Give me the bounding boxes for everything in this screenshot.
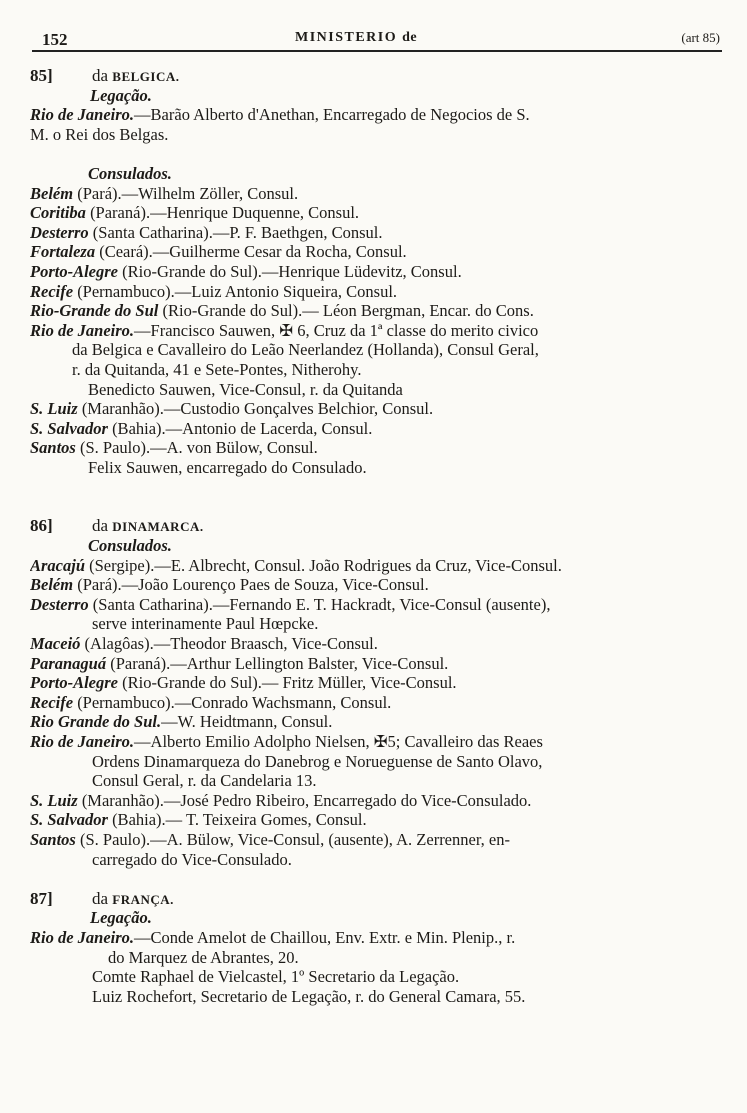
entry-text: Ordens Dinamarqueza do Danebrog e Norueguense de Santo Olavo, [92, 751, 543, 771]
entry-text: (Pará).—Wilhelm Zöller, Consul. [73, 183, 299, 203]
place-name: S. Luiz [30, 790, 78, 810]
section-86-entry-line [30, 810, 710, 830]
section-number: 87] [30, 888, 53, 908]
subsection-spacer [30, 144, 710, 164]
section-85-entry-line [30, 184, 710, 204]
entry-text: Luiz Rochefort, Secretario de Legação, r. do General Camara, 55. [92, 986, 526, 1006]
place-name: Belém [30, 575, 74, 595]
entry-text: (Pernambuco).—Conrado Wachsmann, Consul. [73, 692, 392, 712]
page-number: 152 [42, 30, 68, 49]
place-name: Recife [30, 281, 74, 301]
section-85-heading [30, 66, 710, 86]
place-name: S. Salvador [30, 418, 108, 438]
place-name: S. Luiz [30, 399, 78, 419]
entry-text: —Francisco Sauwen, ✠ 6, Cruz da 1ª classe do merito civico [134, 320, 539, 340]
place-name: Coritiba [30, 203, 86, 223]
entry-text: (Sergipe).—E. Albrecht, Consul. João Rodrigues da Cruz, Vice-Consul. [85, 555, 562, 575]
entry-text: (Bahia).— T. Teixeira Gomes, Consul. [107, 810, 367, 830]
place-name: Porto-Alegre [30, 673, 118, 693]
entry-text: (Alagôas).—Theodor Braasch, Vice-Consul. [80, 634, 378, 654]
section-number: 85] [30, 66, 53, 85]
entry-text: (Paraná).—Henrique Duquenne, Consul. [85, 203, 360, 223]
entry-text: r. da Quitanda, 41 e Sete-Pontes, Nitherohy. [72, 359, 362, 379]
article-reference: (art 85) [681, 30, 720, 45]
entry-text: —Barão Alberto d'Anethan, Encarregado de Negocios de S. [134, 105, 530, 125]
entry-text: —W. Heidtmann, Consul. [161, 712, 333, 732]
entry-text: (Maranhão).—Custodio Gonçalves Belchior, Consul. [77, 399, 434, 419]
section-86-heading [30, 516, 710, 536]
place-name: Aracajú [30, 555, 86, 575]
section-86-entry-line [30, 673, 710, 693]
section-86-entry-line [30, 556, 710, 576]
section-87-entry-line [30, 987, 710, 1007]
place-name: Belém [30, 183, 74, 203]
entry-text: M. o Rei dos Belgas. [30, 124, 169, 144]
place-name: Rio de Janeiro. [30, 320, 135, 340]
place-name: Desterro [30, 222, 89, 242]
section-86-entry-line [30, 732, 710, 752]
place-name: Rio de Janeiro. [30, 732, 135, 751]
section-85-entry-line [30, 321, 710, 341]
place-name: Porto-Alegre [30, 261, 118, 281]
entry-text: (Rio-Grande do Sul).—Henrique Lüdevitz, Consul. [118, 261, 462, 281]
section-86-entry-line [30, 752, 710, 772]
entry-text: —Conde Amelot de Chaillou, Env. Extr. e Min. Plenip., r. [134, 927, 516, 947]
section-85-entry-line [30, 301, 710, 321]
entry-text: (Bahia).—Antonio de Lacerda, Consul. [107, 418, 373, 438]
section-86-entry-line [30, 654, 710, 674]
entry-text: do Marquez de Abrantes, 20. [108, 947, 299, 967]
entry-text: (S. Paulo).—A. Bülow, Vice-Consul, (ausente), A. Zerrenner, en- [75, 829, 510, 849]
place-name: Santos [30, 438, 76, 458]
section-85-entry-line [30, 203, 710, 223]
place-name: Maceió [30, 634, 81, 654]
entry-text: Felix Sauwen, encarregado do Consulado. [88, 457, 367, 477]
section-85-entry-line [30, 399, 710, 419]
section-86-entry-line [30, 614, 710, 634]
country-name: FRANÇA. [112, 891, 174, 907]
legacao-heading: Legação. [90, 85, 152, 105]
entry-text: (Pará).—João Lourenço Paes de Souza, Vice-Consul. [73, 575, 429, 595]
section-86-entry-line [30, 575, 710, 595]
place-name: Paranaguá [30, 653, 107, 673]
section-86-entry-line [30, 712, 710, 732]
section-85-entry-line [30, 380, 710, 400]
place-name: Rio de Janeiro. [30, 927, 135, 947]
section-prefix: da [92, 66, 109, 85]
section-85-entry-line [30, 223, 710, 243]
country-name: BELGICA. [112, 69, 180, 84]
section-86-entry-line [30, 771, 710, 791]
section-85-entry-line [30, 360, 710, 380]
section-85-entry-line [30, 438, 710, 458]
section-spacer [30, 477, 710, 516]
section-85-entry-line [30, 242, 710, 262]
section-85-entry-line [30, 105, 710, 125]
section-85-entry-line [30, 125, 710, 145]
section-spacer [30, 869, 710, 889]
section-85-entry-line [30, 340, 710, 360]
place-name: Rio-Grande do Sul [30, 301, 159, 321]
entry-text: —Alberto Emilio Adolpho Nielsen, ✠5; Cavalleiro das Reaes [134, 732, 543, 751]
section-86-entry-line [30, 830, 710, 850]
entry-text: (Maranhão).—José Pedro Ribeiro, Encarregado do Vice-Consulado. [77, 790, 532, 810]
entry-text: (Santa Catharina).—Fernando E. T. Hackradt, Vice-Consul (ausente), [88, 594, 551, 614]
consulados-heading: Consulados. [88, 536, 172, 556]
entry-text: (S. Paulo).—A. von Bülow, Consul. [75, 438, 318, 458]
entry-text: Benedicto Sauwen, Vice-Consul, r. da Quitanda [88, 379, 403, 399]
section-86-entry-line [30, 850, 710, 870]
entry-text: Consul Geral, r. da Candelaria 13. [92, 771, 317, 791]
section-87-entry-line [30, 967, 710, 987]
section-86-entry-line [30, 791, 710, 811]
entry-text: carregado do Vice-Consulado. [92, 849, 292, 869]
entry-text: (Rio-Grande do Sul).— Léon Bergman, Encar. do Cons. [158, 301, 534, 321]
entry-text: (Ceará).—Guilherme Cesar da Rocha, Consul. [95, 242, 407, 262]
place-name: Desterro [30, 594, 89, 614]
section-87-entry-line [30, 928, 710, 948]
running-title [295, 30, 417, 46]
running-title-suffix: de [402, 30, 418, 45]
section-85-entry-line [30, 262, 710, 282]
entry-text: (Rio-Grande do Sul).— Fritz Müller, Vice-Consul. [118, 673, 457, 693]
entry-text: da Belgica e Cavalleiro do Leão Neerlandez (Hollanda), Consul Geral, [72, 340, 539, 360]
place-name: Rio de Janeiro. [30, 105, 135, 125]
country-name: DINAMARCA. [112, 519, 204, 535]
section-86-entry-line [30, 693, 710, 713]
place-name: Rio Grande do Sul. [30, 712, 162, 732]
section-prefix: da [92, 888, 109, 908]
section-number: 86] [30, 516, 53, 536]
section-87-heading [30, 889, 710, 909]
section-85-entry-line [30, 282, 710, 302]
place-name: Recife [30, 692, 74, 712]
entry-text: serve interinamente Paul Hœpcke. [92, 614, 319, 634]
entry-text: (Pernambuco).—Luiz Antonio Siqueira, Consul. [73, 281, 398, 301]
page-header [32, 28, 722, 52]
legacao-heading: Legação. [90, 908, 152, 928]
section-86-entry-line [30, 634, 710, 654]
section-87-entry-line [30, 948, 710, 968]
consulados-heading: Consulados. [88, 163, 172, 183]
section-85-entry-line [30, 458, 710, 478]
section-prefix: da [92, 516, 109, 536]
place-name: Fortaleza [30, 242, 96, 262]
place-name: Santos [30, 829, 76, 849]
place-name: S. Salvador [30, 810, 108, 830]
section-85-entry-line [30, 419, 710, 439]
entry-text: (Santa Catharina).—P. F. Baethgen, Consul. [88, 222, 383, 242]
document-body [30, 66, 710, 1006]
running-title-main: MINISTERIO [295, 30, 398, 45]
entry-text: Comte Raphael de Vielcastel, 1º Secretario da Legação. [92, 967, 460, 987]
section-86-entry-line [30, 595, 710, 615]
entry-text: (Paraná).—Arthur Lellington Balster, Vice-Consul. [106, 653, 449, 673]
